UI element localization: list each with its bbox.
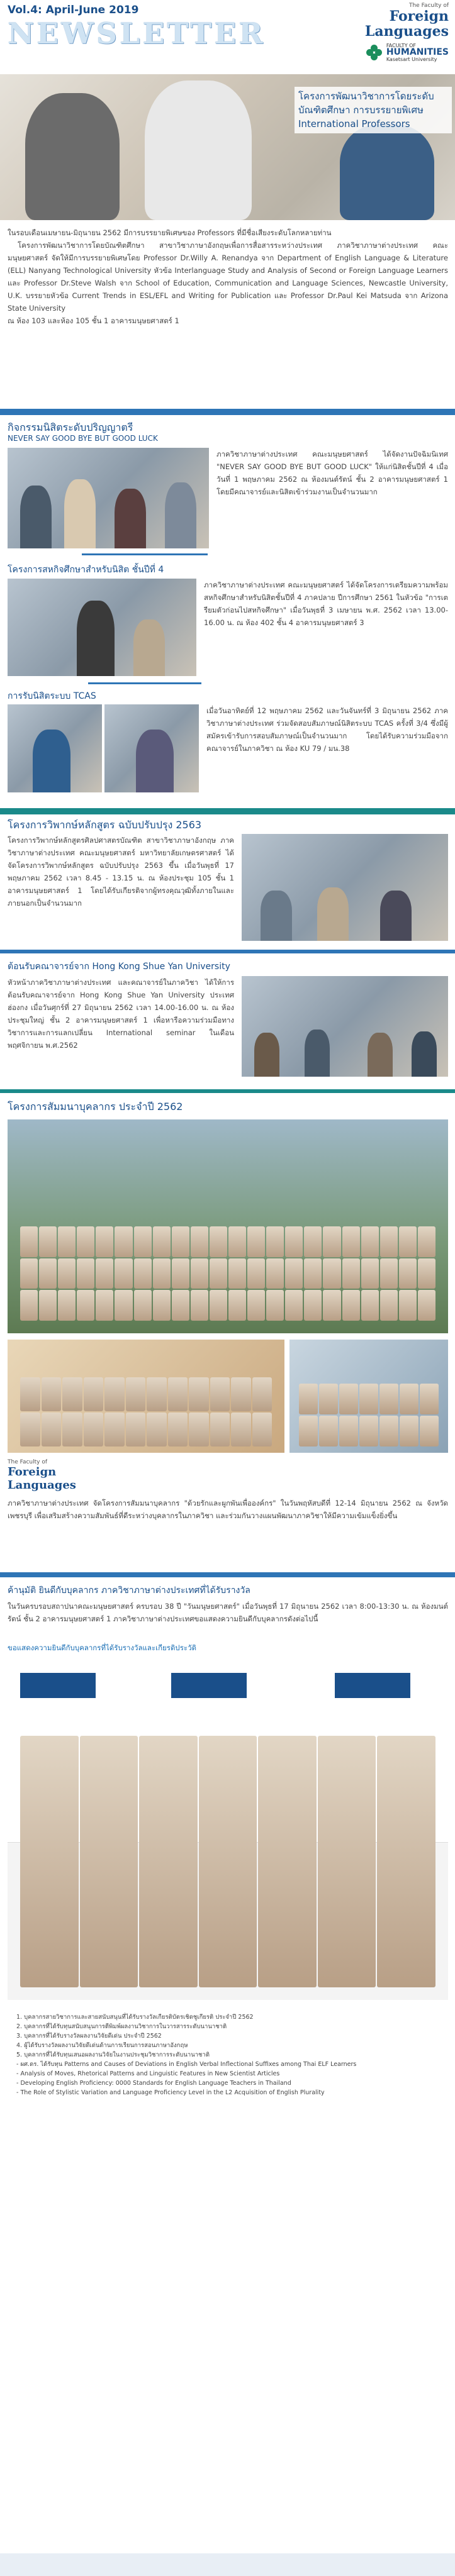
intro-p3: ณ ห้อง 103 และห้อง 105 ชั้น 1 อาคารมนุษยศาสตร์ 1 [8, 316, 179, 325]
section-divider [0, 409, 455, 415]
sec6-photo-b [8, 1340, 284, 1453]
award-item: - The Role of Stylistic Variation and Language Proficiency Level in the L2 Acquisition of English Plurality [16, 2089, 325, 2096]
flower-icon [366, 45, 383, 61]
masthead [0, 0, 455, 74]
intro-p1: ในรอบเดือนเมษายน-มิถุนายน 2562 มีการบรรยายพิเศษของ Professors ที่มีชื่อเสียงระดับโลกหลายท่าน [8, 228, 332, 237]
award-item: 3. บุคลากรที่ได้รับรางวัลผลงานวิจัยดีเด่น ประจำปี 2562 [16, 2033, 162, 2040]
sec6-banner-small: The Faculty of [8, 1459, 48, 1465]
intro-text [8, 226, 448, 327]
sec1-photo [8, 448, 209, 548]
sec1-title: กิจกรรมนิสิตระดับปริญญาตรี [8, 421, 133, 433]
logo-humanities: HUMANITIES [386, 47, 449, 57]
sec1-body: ภาควิชาภาษาต่างประเทศ คณะมนุษยศาสตร์ ได้จัดงานปัจฉิมนิเทศ "NEVER SAY GOOD BYE BUT GOOD LUCK" ให้แก่นิสิตชั้นปีที่ 4 เมื่อวันที่ 1 พฤษภาคม 2562 ณ ห้องมนต์รัตน์ ชั้น 2 อาคารมนุษยศาสตร์ 1 โดยมีคณาจารย์และนิสิตเข้าร่วมงานเป็นจำนวนมาก [216, 450, 448, 496]
logo-name: Foreign Languages [364, 8, 449, 40]
logo-faculty-small: FACULTY OF [386, 43, 417, 48]
sec1-subtitle: NEVER SAY GOOD BYE BUT GOOD LUCK [8, 434, 158, 443]
sec5-title: ต้อนรับคณาจารย์จาก Hong Kong Shue Yan University [8, 962, 230, 972]
sec7-title: ค้านุมัติ ยินดีกับบุคลากร ภาควิชาภาษาต่างประเทศที่ได้รับรางวัล [8, 1585, 250, 1596]
faculty-logo [323, 3, 449, 63]
newsletter-title: NEWSLETTER [8, 16, 266, 50]
award-item: 1. บุคลากรสายวิชาการและสายสนับสนุนที่ได้รับรางวัลเกียรติบัตรเชิดชูเกียรติ ประจำปี 2562 [16, 2014, 254, 2021]
footer-band [0, 2553, 455, 2576]
hero-section [0, 74, 455, 220]
sec3-photo-a [8, 704, 102, 792]
logo-top-text: The Faculty of [408, 3, 449, 9]
sec3-photo-b [104, 704, 199, 792]
sec4-title: โครงการวิพากษ์หลักสูตร ฉบับปรับปรุง 2563 [8, 819, 202, 831]
section-divider-2 [0, 808, 455, 814]
award-item: - ผศ.ดร. ได้รับทุน Patterns and Causes of Deviations in English Verbal Inflectional Suffixes among Thai ELF Learners [16, 2061, 357, 2068]
sec2-title: โครงการสหกิจศึกษาสำหรับนิสิต ชั้นปีที่ 4 [8, 565, 164, 575]
sec6-group-photo [8, 1119, 448, 1333]
award-item: 4. ผู้ได้รับรางวัลผลงานวิจัยดีเด่นด้านการเรียนการสอนภาษาอังกฤษ [16, 2042, 188, 2049]
hero-headline: โครงการพัฒนาวิชาการโดยระดับบัณฑิตศึกษา การบรรยายพิเศษ International Professors [295, 87, 452, 133]
sec7-award-list [8, 2012, 448, 2097]
sec6-photo-c [289, 1340, 448, 1453]
sec4-body: โครงการวิพากษ์หลักสูตรศิลปศาสตรบัณฑิต สาขาวิชาภาษาอังกฤษ ภาควิชาภาษาต่างประเทศ คณะมนุษยศาสตร์ มหาวิทยาลัยเกษตรศาสตร์ ได้จัดโครงการวิพากษ์หลักสูตร ฉบับปรับปรุง 2563 ขึ้น เมื่อวันพุธที่ 17 พฤษภาคม 2562 เวลา 8.45 - 13.15 น. ณ ห้องประชุม 105 ชั้น 1 อาคารมนุษยศาสตร์ 1 โดยได้รับเกียรติจากผู้ทรงคุณวุฒิทั้งภายในและภายนอกเป็นจำนวนมาก [8, 836, 234, 908]
sec7-congrats: ขอแสดงความยินดีกับบุคลากรที่ได้รับรางวัลและเกียรติประวัติ [8, 1643, 196, 1652]
logo-university: Kasetsart University [386, 57, 437, 62]
sec5-photo [242, 976, 448, 1077]
sec6-body: ภาควิชาภาษาต่างประเทศ จัดโครงการสัมมนาบุคลากร "ด้วยรักและผูกพันเพื่อองค์กร" ในวันพฤหัสบดีที่ 12-14 มิถุนายน 2562 ณ จังหวัดเพชรบุรี เพื่อเสริมสร้างความสัมพันธ์ที่ดีระหว่างบุคลากรในภาควิชา และร่วมกันวางแผนพัฒนาภาควิชาให้มีความเข้มแข็งยิ่งขึ้น [8, 1499, 448, 1520]
faculty-logo-backdrop [20, 1673, 96, 1698]
award-item: 5. บุคลากรที่ได้รับทุนเสนอผลงานวิจัยในงานประชุมวิชาการระดับนานาชาติ [16, 2051, 210, 2058]
sec4-photo [242, 834, 448, 941]
volume-label: Vol.4: April-June 2019 [8, 4, 139, 16]
sec2-body: ภาควิชาภาษาต่างประเทศ คณะมนุษยศาสตร์ ได้จัดโครงการเตรียมความพร้อมสหกิจศึกษาสำหรับนิสิตชั้นปีที่ 4 ภาคปลาย ปีการศึกษา 2561 ในหัวข้อ "การเตรียมตัวก่อนไปสหกิจศึกษา" เมื่อวันพุธที่ 3 เมษายน พ.ศ. 2562 เวลา 13.00-16.00 น. ณ ห้อง 402 ชั้น 4 อาคารมนุษยศาสตร์ 3 [204, 580, 448, 627]
award-item: - Developing English Proficiency: 0000 Standards for English Language Teachers in Thailand [16, 2080, 291, 2087]
sec3-body: เมื่อวันอาทิตย์ที่ 12 พฤษภาคม 2562 และวันจันทร์ที่ 3 มิถุนายน 2562 ภาควิชาภาษาต่างประเทศ ร่วมจัดสอบสัมภาษณ์นิสิตระบบ TCAS ครั้งที่ 3/4 ซึ่งมีผู้สมัครเข้ารับการสอบสัมภาษณ์เป็นจำนวนมาก โดยได้รับความร่วมมือจากคณาจารย์ในภาควิชา ณ ห้อง KU 79 / มน.38 [206, 706, 448, 753]
sec2-photo [8, 579, 196, 676]
sec5-body: หัวหน้าภาควิชาภาษาต่างประเทศ และคณาจารย์ในภาควิชา ได้ให้การต้อนรับคณาจารย์จาก Hong Kong Shue Yan University ประเทศฮ่องกง เมื่อวันศุกร์ที่ 27 มิถุนายน 2562 เวลา 14.00-16.00 น. ณ ห้องประชุมใหญ่ ชั้น 2 อาคารมนุษยศาสตร์ 1 เพื่อหารือความร่วมมือทางวิชาการและการแลกเปลี่ยน International seminar ในเดือนพฤศจิกายน พ.ศ.2562 [8, 978, 234, 1050]
sec6-banner-name: Foreign Languages [8, 1465, 76, 1492]
intro-p2: โครงการพัฒนาวิชาการโดยบัณฑิตศึกษา สาขาวิชาภาษาอังกฤษเพื่อการสื่อสารระหว่างประเทศ ภาควิชาภาษาต่างประเทศ คณะมนุษยศาสตร์ จัดให้มีการบรรยายพิเศษโดย Professor Dr.Willy A. Renandya จาก Department of English Language & Literature (ELL) Nanyang Technological University หัวข้อ Interlanguage Study and Analysis of Second or Foreign Language Learners และ Professor Dr.Steve Walsh จาก School of Education, Communication and Language Sciences, Newcastle University, U.K. บรรยายหัวข้อ Current Trends in ESL/EFL and Writing for Publication และ Professor Dr.Paul Kei Matsuda จาก Arizona State University [8, 241, 448, 313]
sec6-title: โครงการสัมมนาบุคลากร ประจำปี 2562 [8, 1101, 183, 1113]
sec6-banner-logo [8, 1459, 102, 1492]
award-item: - Analysis of Moves, Rhetorical Patterns and Linguistic Features in New Scientist Articles [16, 2070, 280, 2077]
sec3-title: การรับนิสิตระบบ TCAS [8, 691, 96, 701]
award-item: 2. บุคลากรที่ได้รับทุนสนับสนุนการตีพิมพ์ผลงานวิชาการในวารสารระดับนานาชาติ [16, 2023, 227, 2030]
sec7-body: ในวันครบรอบสถาปนาคณะมนุษยศาสตร์ ครบรอบ 38 ปี "วันมนุษยศาสตร์" เมื่อวันพุธที่ 17 มิถุนายน 2562 เวลา 8:00-13:30 น. ณ ห้องมนต์รัตน์ ชั้น 2 อาคารมนุษยศาสตร์ 1 ภาควิชาภาษาต่างประเทศขอแสดงความยินดีกับบุคลากรดังต่อไปนี้ [8, 1602, 448, 1623]
sec7-award-photo [8, 1660, 448, 2000]
